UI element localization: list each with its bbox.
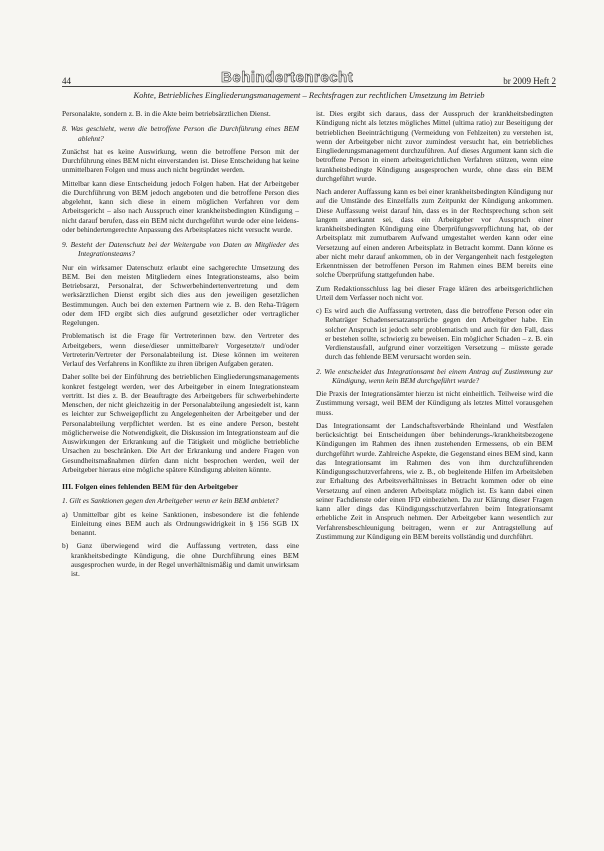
list-item: c) Es wird auch die Auffassung vertreten, dass die betroffene Person oder ein Rehaträger Schadensersatzansprüche gegen den Arbeitgeber habe. Ein solcher Anspruch ist jedoch sehr problematisch und auch für den Fall, dass er bestehen sollte, schwierig zu beweisen. Ein möglicher Schaden – z. B. ein Verdienstausfall, aufgrund einer vorzeitigen Versetzung – müsste gerade durch das fehlende BEM verursacht worden sein. (316, 306, 553, 362)
paragraph: Das Integrationsamt der Landschaftsverbände Rheinland und Westfalen berücksichtigt bei Entscheidungen über behinderungs-/krankheitsbezogene Kündigungen im Rahmen des ihnen zustehenden Ermessens, ob ein BEM durchgeführt wurde. Zahlreiche Aspekte, die Gegenstand eines BEM sind, kann das Integrationsamt im Rahmen des von ihm durchzuführenden Kündigungsschutzverfahrens, wie z. B., ob begleitende Hilfen im Arbeitsleben zur Erhaltung des Arbeitsverhältnisses in Betracht kommen oder ob eine Versetzung auf einen anderen Arbeitsplatz möglich ist. Es kann dabei einen seiner Fachdienste oder einen IFD einbeziehen. Da zur Klärung dieser Fragen kann aller dings das Kündigungsschutzverfahren beim Integrationsamt erhebliche Zeit in Anspruch nehmen. Der Arbeitgeber kann wesentlich zur Verfahrensbeschleunigung beitragen, wenn er zur Antragstellung auf Zustimmung zur Kündigung ein BEM bereits vollständig und durchführt. (316, 420, 553, 541)
paragraph: Mittelbar kann diese Entscheidung jedoch Folgen haben. Hat der Arbeitgeber die Durchführung von BEM jedoch angeboten und die betroffene Person dies abgelehnt, kann sich diese in einem möglichen Verfahren vor dem Arbeitsgericht – also nach Ausspruch einer krankheitsbedingten Kündigung – nicht darauf berufen, dass ein BEM nicht durchgeführt wurde oder eine leidens- oder behindertengerechte Anpassung des Arbeitsplatzes nicht versucht wurde. (62, 178, 299, 234)
paragraph: Daher sollte bei der Einführung des betrieblichen Eingliederungsmanagements konkret festgelegt werden, wer des Arbeitgeber in einem Integrationsteam vertritt. Ist dies z. B. der Beauftragte des Arbeitgebers für schwerbehinderte Menschen, der nicht gleichzeitig in der Personalabteilung angesiedelt ist, kann es leichter zur Schweigepflicht zu Angelegenheiten der Arbeitgeber und der Personalabteilung verpflichtet werden. Ist es eine andere Person, besteht möglicherweise die Notwendigkeit, die Diskussion im Integrationsteam auf die Auswirkungen der Erkrankung auf die Tätigkeit und mögliche betriebliche Ursachen zu beschränken. Die Art der Erkrankung und andere Fragen von Gesundheitsmaßnahmen dürfen dann nicht besprochen werden, weil der Arbeitgeber hieraus eine mögliche spätere Kündigung ableiten könnte. (62, 372, 299, 474)
paragraph: Nach anderer Auffassung kann es bei einer krankheitsbedingten Kündigung nur auf die Umstände des Einzelfalls zum Zeitpunkt der Kündigung ankommen. Diese Auffassung weist darauf hin, dass es in der Rechtsprechung schon seit langem anerkannt sei, dass ein Arbeitgeber vor Ausspruch einer krankheitsbedingten Kündigung eine Überprüfungsverpflichtung hat, ob der Arbeitsplatz mit zumutbarem Aufwand umgestaltet werden kann oder eine Versetzung auf einen anderen Arbeitsplatz in Betracht kommt. Dann könne es aber nicht mehr darauf ankommen, ob in der Vergangenheit nach festgelegten Erkenntnissen der betroffenen Person im Rahmen eines BEM bereits eine solche Überprüfung stattgefunden habe. (316, 187, 553, 280)
list-item: b) Ganz überwiegend wird die Auffassung vertreten, dass eine krankheitsbedingte Kündigung, die ohne Durchführung eines BEM ausgesprochen wurde, in der Regel unverhältnismäßig und damit unwirksam ist. (62, 541, 299, 578)
journal-title: Behindertenrecht (221, 69, 354, 86)
right-column (316, 109, 553, 545)
paragraph: Personalakte, sondern z. B. in die Akte beim betriebsärztlichen Dienst. (62, 109, 271, 118)
left-column (62, 109, 299, 582)
issue-label: br 2009 Heft 2 (503, 76, 556, 86)
page-header (62, 66, 556, 87)
paragraph: Zunächst hat es keine Auswirkung, wenn die betroffene Person mit der Durchführung eines BEM nicht einverstanden ist. Diese Entscheidung hat keine unmittelbaren Folgen und muss auch nicht begründet werden. (62, 146, 299, 175)
question-heading: 8. Was geschieht, wenn die betroffene Person die Durchführung eines BEM ablehnt? (62, 124, 299, 143)
subsection-heading: 1. Gilt es Sanktionen gegen den Arbeitgeber wenn er kein BEM anbietet? (62, 496, 279, 506)
paragraph: Zum Redaktionsschluss lag bei dieser Frage klären des arbeitsgerichtlichen Urteil dem Verfasser noch nicht vor. (316, 283, 553, 302)
subsection-heading: 2. Wie entscheidet das Integrationsamt bei einem Antrag auf Zustimmung zur Kündigung, wenn kein BEM durchgeführt wurde? (316, 366, 553, 385)
paragraph: Problematisch ist die Frage für Vertreterinnen bzw. den Vertreter des Arbeitgebers, wenn diese/dieser unmittelbare/r Vorgesetzte/r und/oder Vertreterin/Vertreter der Personalabteilung ist. Diese können im weiteren Verlauf des Verfahrens in Konflikte zu ihren übrigen Aufgaben geraten. (62, 331, 299, 368)
article-running-title: Kohte, Betriebliches Eingliederungsmanagement – Rechtsfragen zur rechtlichen Umsetzung im Betrieb (133, 90, 485, 100)
paragraph: ist. Dies ergibt sich daraus, dass der Ausspruch der krankheitsbedingten Kündigung nicht als letztes mögliches Mittel (ultima ratio) zur Beseitigung der betrieblichen Beeinträchtigung (Vermeidung von Fehlzeiten) zu verstehen ist, wenn der Arbeitgeber nicht zuvor zumindest versucht hat, ein betriebliches Eingliederungsmanagement durchzuführen. Auf dieses Argument kann sich die betroffene Person in einem arbeitsgerichtlichen Verfahren stützen, wenn eine krankheitsbedingte Kündigung ausgesprochen wurde, ohne dass ein BEM durchgeführt wurde. (316, 109, 553, 183)
paragraph: Die Praxis der Integrationsämter hierzu ist nicht einheitlich. Teilweise wird die Zustimmung versagt, weil BEM der Kündigung als letztes Mittel vorausgehen muss. (316, 389, 553, 417)
question-heading: 9. Besteht der Datenschutz bei der Weitergabe von Daten an Mitglieder des Integrationsteams? (62, 240, 299, 259)
paragraph: Nur ein wirksamer Datenschutz erlaubt eine sachgerechte Umsetzung des BEM. Bei den meisten Mitgliedern eines Integrationsteams, also beim Betriebsarzt, Personalrat, der Schwerbehindertenvertretung und dem werksärztlichen Dienst ergibt sich dies aus den jeweiligen gesetzlichen Bestimmungen. Auch bei den externen Partnern wie z. B. den Reha-Trägern oder dem IFD ergibt sich dies aufgrund gesetzlicher oder vertraglicher Regelungen. (62, 262, 299, 327)
list-item: a) Unmittelbar gibt es keine Sanktionen, insbesondere ist die fehlende Einleitung eines BEM auch als Ordnungswidrigkeit in § 156 SGB IX benannt. (62, 509, 299, 537)
section-heading: III. Folgen eines fehlenden BEM für den Arbeitgeber (62, 482, 239, 491)
page-number: 44 (62, 76, 71, 86)
